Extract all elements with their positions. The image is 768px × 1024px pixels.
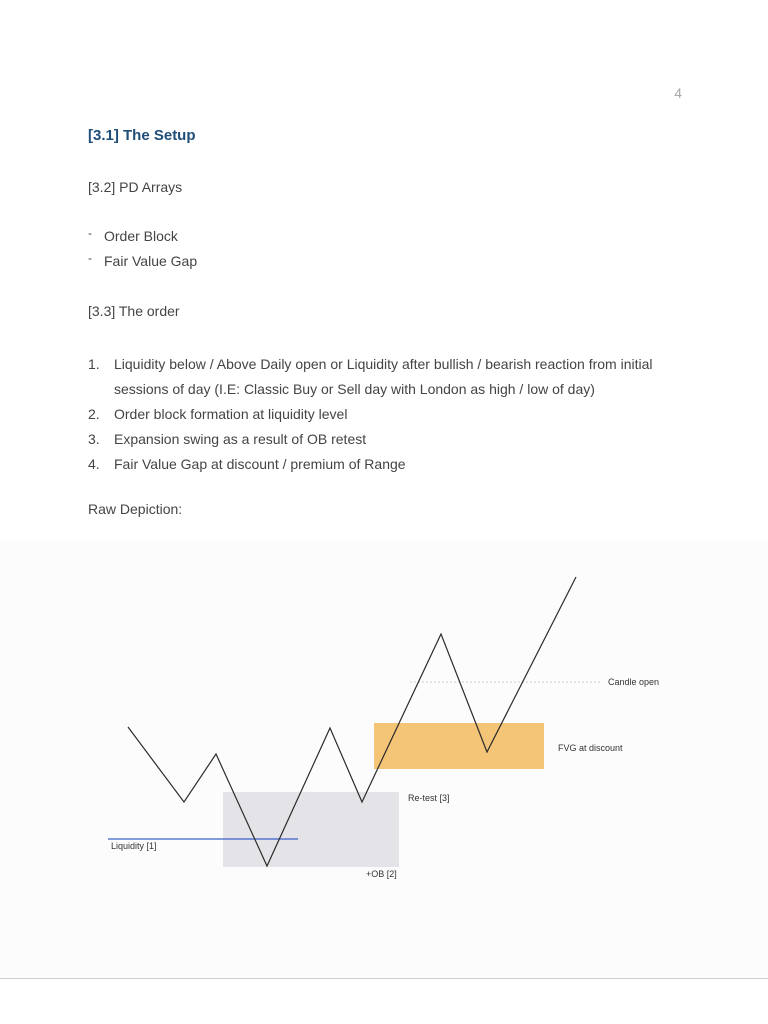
list-item	[88, 402, 658, 427]
pd-arrays-list	[88, 227, 197, 277]
dash-bullet: -	[88, 251, 92, 265]
list-item-text: Order block formation at liquidity level	[114, 406, 348, 422]
list-item-text: Fair Value Gap at discount / premium of Range	[114, 456, 406, 472]
liquidity-label: Liquidity [1]	[111, 841, 157, 851]
list-item-text: Fair Value Gap	[104, 253, 198, 269]
list-number: 1.	[88, 356, 100, 372]
raw-depiction-diagram	[0, 540, 768, 978]
list-item	[88, 252, 197, 277]
list-item	[88, 352, 658, 402]
list-number: 2.	[88, 406, 100, 422]
diagram-svg	[0, 540, 768, 978]
order-list	[88, 352, 658, 477]
list-item-text: Order Block	[104, 228, 178, 244]
list-number: 3.	[88, 431, 100, 447]
section-heading: [3.1] The Setup	[88, 127, 196, 144]
page-number: 4	[674, 85, 682, 101]
pd-arrays-heading: [3.2] PD Arrays	[88, 179, 183, 195]
fvg-label: FVG at discount	[558, 743, 623, 753]
order-heading: [3.3] The order	[88, 303, 180, 319]
raw-depiction-label: Raw Depiction:	[88, 501, 183, 517]
bottom-divider	[0, 978, 768, 979]
list-item-text: Expansion swing as a result of OB retest	[114, 431, 367, 447]
ob-label: +OB [2]	[366, 869, 397, 879]
ob-box	[223, 792, 399, 867]
candle-open-label: Candle open	[608, 677, 660, 687]
list-item	[88, 452, 658, 477]
list-item-text: Liquidity below / Above Daily open or Liquidity after bullish / bearish reaction from initial sessions of day (I.E: Classic Buy or Sell day with London as high / low of day)	[114, 356, 653, 397]
list-item	[88, 427, 658, 452]
list-number: 4.	[88, 456, 100, 472]
fvg-box	[374, 723, 544, 769]
dash-bullet: -	[88, 226, 92, 240]
retest-label: Re-test [3]	[408, 793, 450, 803]
list-item	[88, 227, 197, 252]
